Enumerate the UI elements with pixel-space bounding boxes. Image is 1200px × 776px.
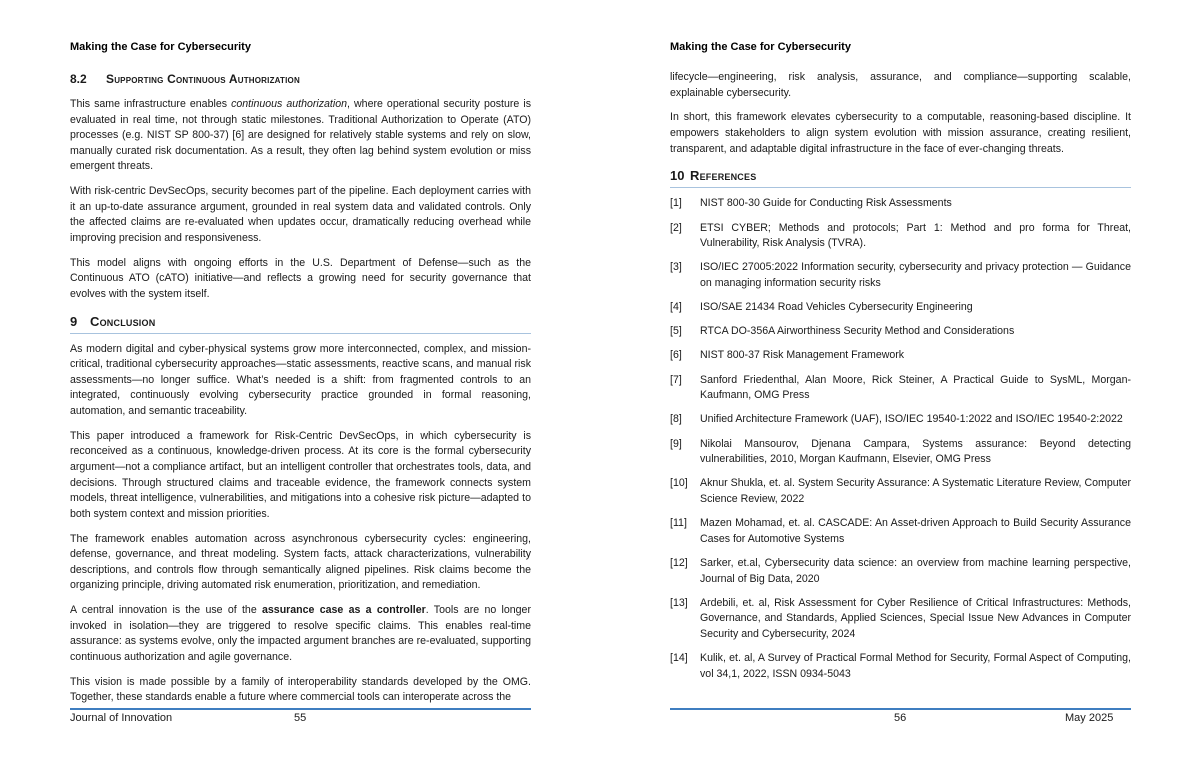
paragraph: lifecycle—engineering, risk analysis, assurance, and compliance—supporting scalable, explainable cybersecurity. (670, 71, 1131, 99)
paragraph: This vision is made possible by a family of interoperability standards developed by the OMG. Together, these standards enable a future where commercial tools can interoperate across the (70, 675, 531, 704)
reference-number: [3] (670, 261, 682, 274)
left-page-body (70, 70, 531, 715)
reference-number: [8] (670, 413, 682, 426)
reference-number: [5] (670, 325, 682, 338)
bold-text: assurance case as a controller (262, 604, 426, 617)
reference-item (670, 324, 1131, 340)
reference-text: Aknur Shukla, et. al. System Security Assurance: A Systematic Literature Review, Computer Science Review, 2022 (700, 477, 1131, 505)
reference-item (670, 260, 1131, 291)
text-run: A central innovation is the use of the (70, 604, 263, 617)
page-number: 55 (294, 712, 307, 724)
reference-number: [7] (670, 373, 682, 386)
reference-item (670, 437, 1131, 468)
reference-item (670, 596, 1131, 643)
reference-text: ISO/SAE 21434 Road Vehicles Cybersecurity Engineering (700, 301, 973, 314)
left-page (70, 0, 531, 776)
reference-text: Ardebili, et. al, Risk Assessment for Cyber Resilience of Critical Infrastructures: Methods, Governance, and Standards, Applied Sciences, Special Issue New Advances in Computer Security and Cybersecurity, 2024 (700, 596, 1131, 640)
paragraph: This paper introduced a framework for Risk-Centric DevSecOps, in which cybersecurity is reconceived as a continuous, knowledge-driven process. At its core is the formal cybersecurity argument—not a compliance artifact, but an intelligent controller that orchestrates tools, data, and decisions. Through structured claims and traceable evidence, the framework connects system models, threat intelligence, vulnerabilities, and mitigations into a cohesive risk picture—adapted to both system context and mission priorities. (70, 429, 531, 520)
reference-text: Mazen Mohamad, et. al. CASCADE: An Asset-driven Approach to Build Security Assurance Cases for Automotive Systems (700, 517, 1131, 545)
reference-item (670, 196, 1131, 212)
right-page-body (670, 70, 1131, 691)
running-head: Making the Case for Cybersecurity (70, 41, 251, 53)
reference-text: Sanford Friedenthal, Alan Moore, Rick Steiner, A Practical Guide to SysML, Morgan-Kaufmann, OMG Press (700, 373, 1131, 402)
section-heading-9 (70, 312, 531, 334)
reference-item (670, 476, 1131, 507)
section-number: 10 (670, 168, 685, 184)
section-number: 9 (70, 313, 78, 329)
reference-item (670, 516, 1131, 547)
reference-item (670, 300, 1131, 316)
emphasis-text: continuous authorization (231, 98, 348, 110)
page-number: 56 (894, 712, 907, 724)
text-run: , where operational security posture is evaluated in real time, not through static milestones. Traditional Authorization to Operate (ATO) processes (e.g. NIST SP 800-37) [6] are designed for relatively stable systems and rely on slow, manually curated risk documentation. As a result, they often lag behind system evolution or miss emergent threats. (70, 98, 531, 173)
reference-text: NIST 800-30 Guide for Conducting Risk Assessments (700, 197, 952, 210)
reference-text: Kulik, et. al, A Survey of Practical Formal Method for Security, Formal Aspect of Computing, vol 34,1, 2022, ISSN 0934-5043 (700, 652, 1131, 680)
footer-journal: Journal of Innovation (70, 712, 173, 724)
reference-text: ETSI CYBER; Methods and protocols; Part 1: Method and pro forma for Threat, Vulnerability, Risk Analysis (TVRA). (700, 221, 1131, 250)
reference-text: RTCA DO-356A Airworthiness Security Method and Considerations (700, 325, 1015, 338)
paragraph (70, 97, 531, 175)
section-heading-10 (670, 166, 1131, 188)
reference-item (670, 221, 1131, 252)
text-run: . Tools are no longer invoked in isolation—they are triggered to resolve specific claims. This enables real-time assurance: as systems evolve, only the impacted argument branches are re-evaluated, supporting continuous authorization and agile governance. (70, 604, 531, 663)
reference-number: [9] (670, 437, 682, 450)
section-number: 8.2 (70, 72, 87, 86)
reference-text: Sarker, et.al, Cybersecurity data science: an overview from machine learning perspective, Journal of Big Data, 2020 (700, 556, 1131, 585)
reference-text: Nikolai Mansourov, Djenana Campara, Systems assurance: Beyond detecting vulnerabilities, 2010, Morgan Kaufmann, Elsevier, OMG Press (700, 437, 1131, 466)
reference-number: [14] (670, 652, 688, 665)
section-title: Supporting Continuous Authorization (106, 72, 300, 86)
right-page (670, 0, 1131, 776)
reference-number: [4] (670, 301, 682, 314)
footer-rule (70, 708, 531, 710)
footer-rule (670, 708, 1131, 710)
section-heading-8-2 (70, 70, 531, 88)
text-run: This same infrastructure enables (70, 98, 232, 110)
paragraph: With risk-centric DevSecOps, security becomes part of the pipeline. Each deployment carries with it an up-to-date assurance argument, grounded in real system data and validated controls. Only the affected claims are re-evaluated when updates occur, dramatically reducing overhead while improving precision and responsiveness. (70, 185, 531, 244)
reference-item (670, 348, 1131, 364)
paragraph: The framework enables automation across asynchronous cybersecurity cycles: engineering, defense, governance, and threat modeling. System facts, attack characterizations, vulnerability descriptions, and controls flow through semantically aligned pipelines. Risk claims become the organizing principle, driving automated risk enumeration, prioritization, and remediation. (70, 532, 531, 592)
reference-number: [2] (670, 221, 682, 234)
paragraph: In short, this framework elevates cybersecurity to a computable, reasoning-based discipline. It empowers stakeholders to align system evolution with mission assurance, creating resilient, transparent, and adaptable digital infrastructure in the face of ever-changing threats. (670, 111, 1131, 155)
reference-number: [13] (670, 596, 688, 609)
footer-date: May 2025 (1065, 712, 1114, 724)
reference-number: [11] (670, 517, 687, 530)
reference-item (670, 651, 1131, 682)
paragraph: This model aligns with ongoing efforts in the U.S. Department of Defense—such as the Continuous ATO (cATO) initiative—and reflects a growing need for security governance that evolves with the system itself. (70, 256, 531, 300)
reference-text: ISO/IEC 27005:2022 Information security, cybersecurity and privacy protection — Guidance on managing information security risks (700, 261, 1131, 289)
reference-item (670, 556, 1131, 587)
reference-list (670, 196, 1131, 682)
reference-item (670, 412, 1131, 428)
reference-number: [12] (670, 556, 688, 569)
reference-item (670, 373, 1131, 404)
running-head: Making the Case for Cybersecurity (670, 41, 851, 53)
reference-number: [6] (670, 349, 682, 362)
reference-number: [10] (670, 477, 688, 490)
paragraph (70, 603, 531, 665)
reference-text: Unified Architecture Framework (UAF), ISO/IEC 19540-1:2022 and ISO/IEC 19540-2:2022 (700, 413, 1123, 426)
section-title: Conclusion (90, 313, 156, 329)
reference-text: NIST 800-37 Risk Management Framework (700, 349, 905, 362)
section-title: References (690, 168, 757, 184)
paragraph: As modern digital and cyber-physical systems grow more interconnected, complex, and mission-critical, traditional cybersecurity approaches—static assessments, reactive scans, and manual risk assessments—no longer suffice. What’s needed is a shift: from fragmented controls to an integrated, continuously evolving cybersecurity practice grounded in formal reasoning, automation, and semantic traceability. (70, 342, 531, 418)
reference-number: [1] (670, 197, 682, 210)
